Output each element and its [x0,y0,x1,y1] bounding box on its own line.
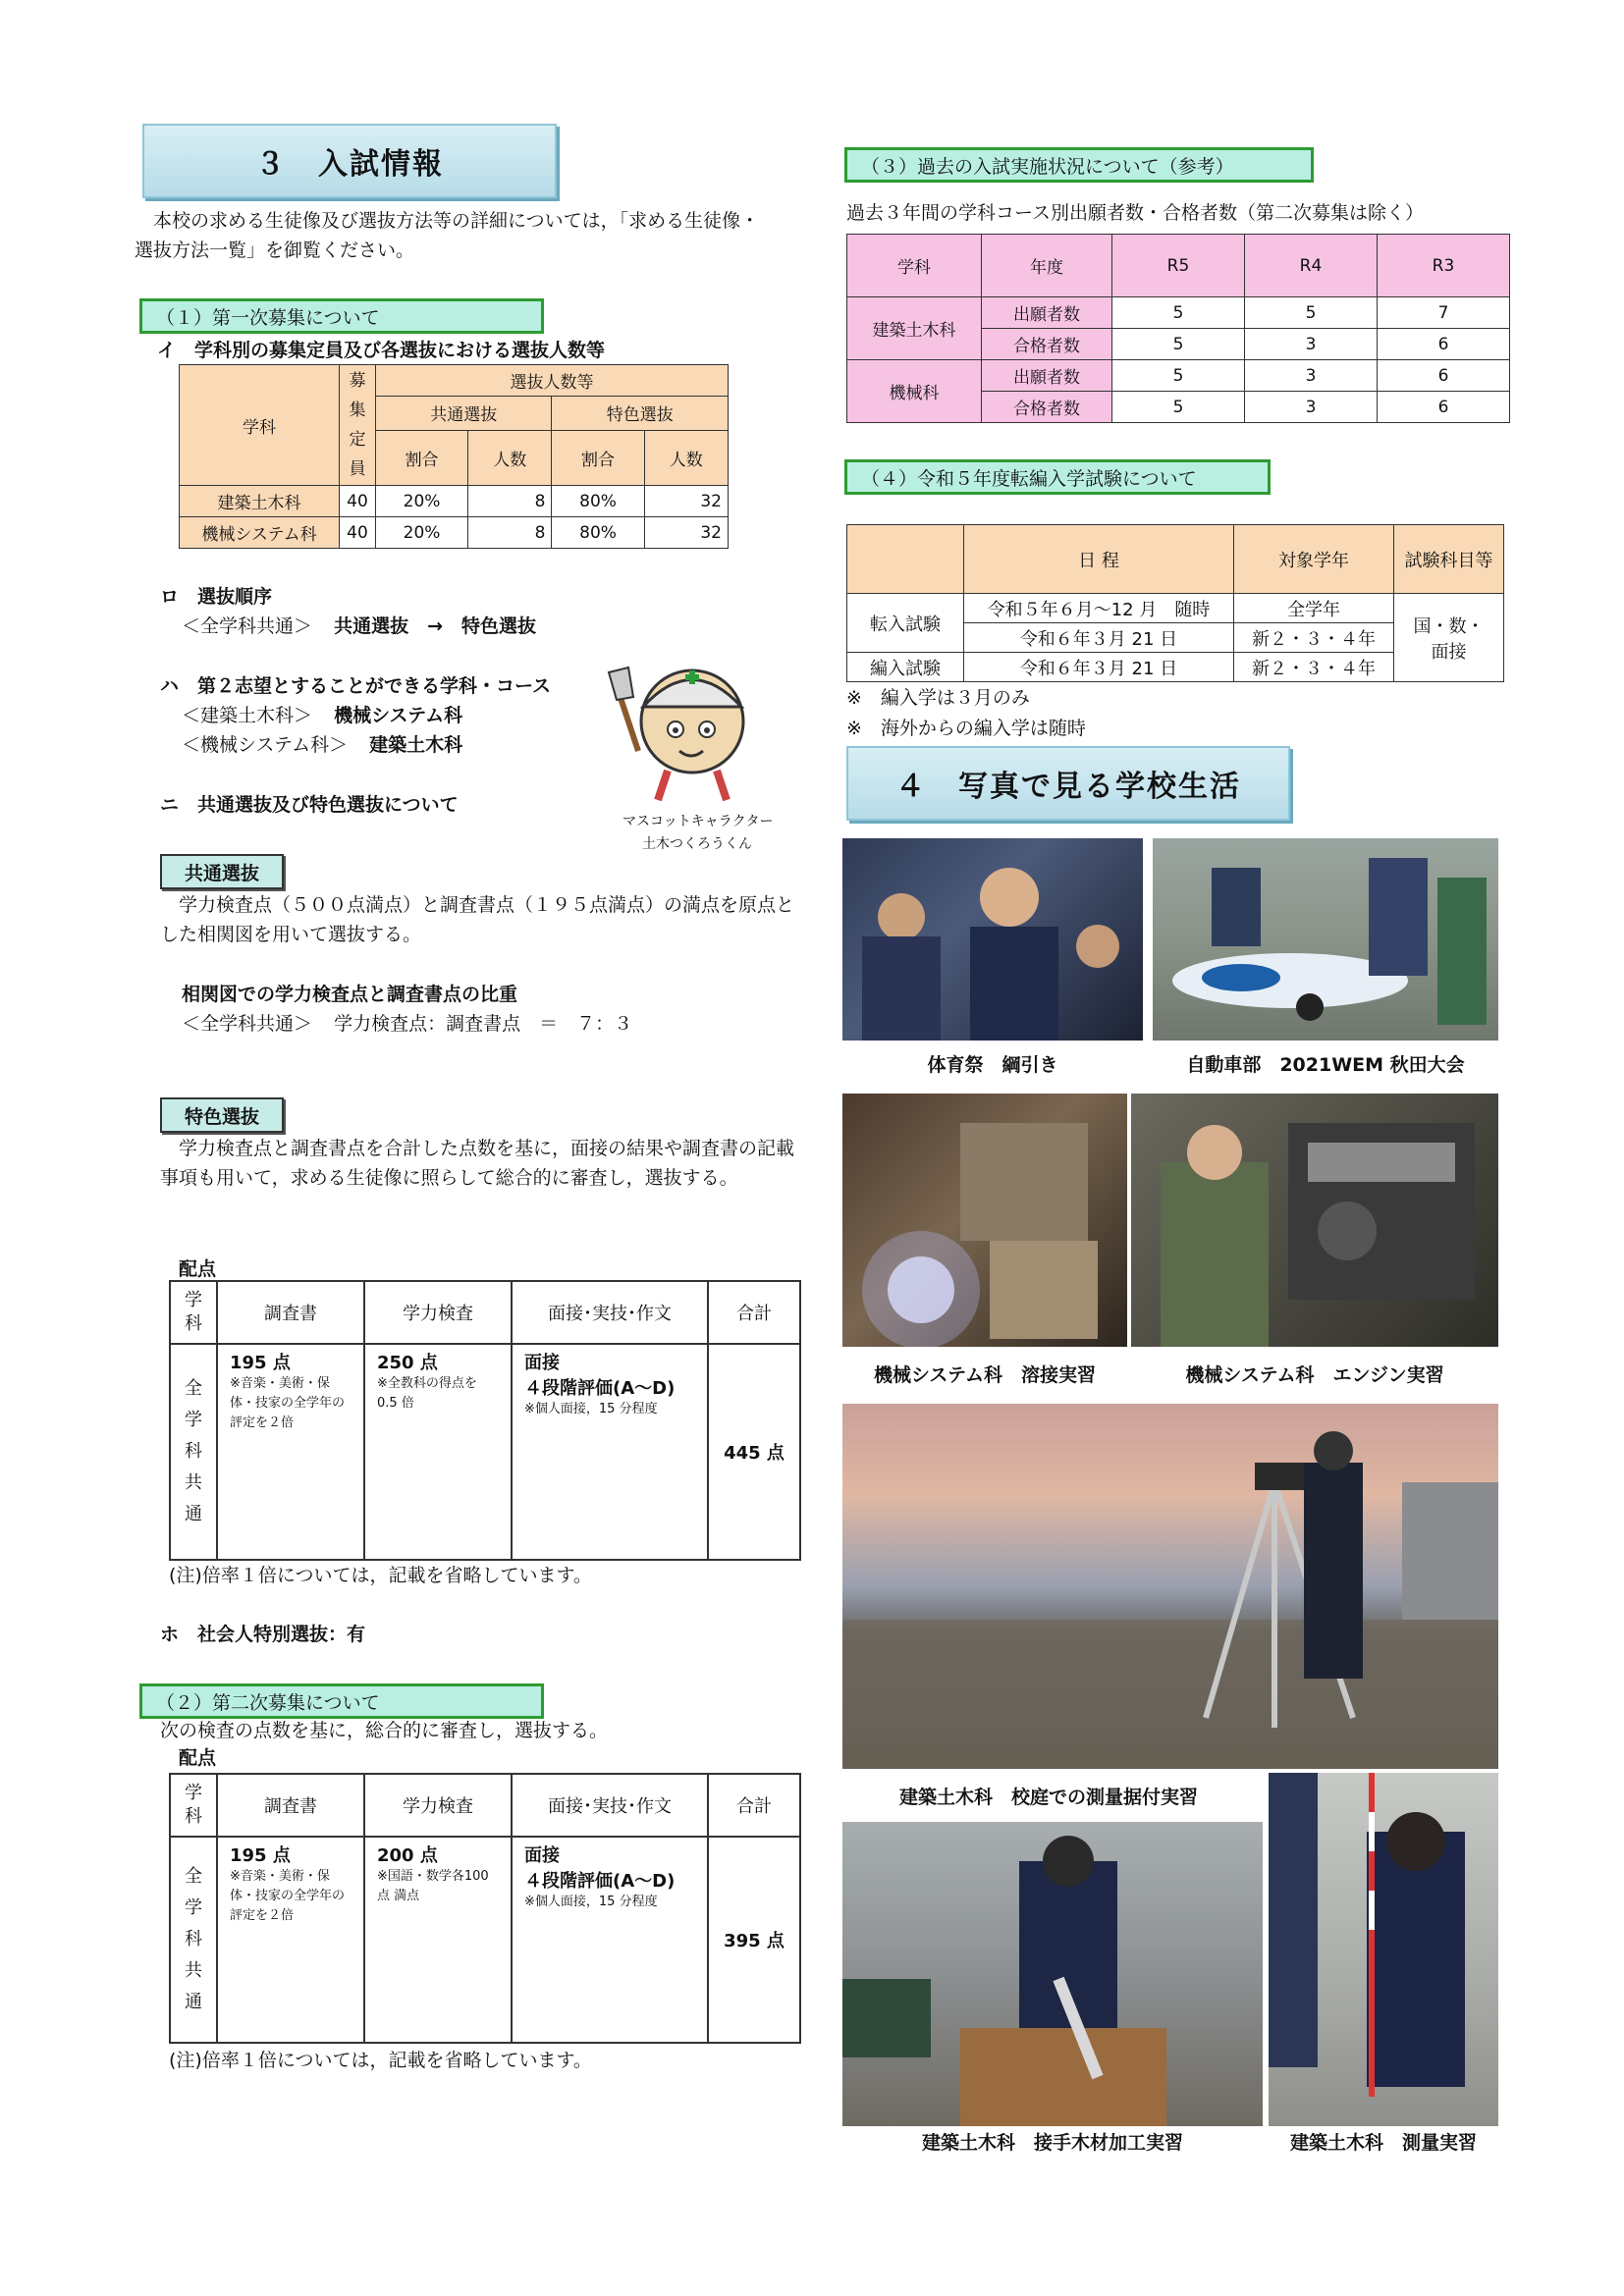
caption-surveying-yard: 建築土木科 校庭での測量据付実習 [898,1787,1198,1808]
photo-engine [1131,1094,1498,1347]
dept-char: 学 [185,1410,202,1430]
table-row [170,1837,800,2043]
past-row-label: 合格者数 [982,392,1112,423]
dept-char: 共 [185,1960,202,1981]
past-cell: 5 [1112,360,1245,392]
score-total: 395 点 [708,1837,800,2043]
dept-char: 学 [185,1290,202,1310]
past-row-label: 出願者数 [982,360,1112,392]
ratio-prefix: ＜全学科共通＞ [182,1013,313,1035]
photo-surveying-icon [1269,1773,1498,2126]
photo-engine-icon [1131,1094,1498,1347]
ratio-title: 相関図での学力検査点と調査書点の比重 [182,984,518,1005]
table-header-dept: 学科 [180,365,340,486]
past-header-dept: 学科 [847,235,982,297]
i-title: イ 学科別の募集定員及び各選抜における選抜人数等 [157,340,606,361]
dept-char: 科 [185,1441,202,1462]
special-selection-text: 学力検査点と調査書点を合計した点数を基に，面接の結果や調査書の記載事項も用いて，求める生徒像に照らして総合的に審査し，選抜する。 [160,1138,795,1189]
table-header-special: 特色選抜 [552,397,729,430]
score-total: 445 点 [708,1344,800,1560]
transfer-row-label: 編入試験 [847,653,964,682]
ha-line-2 [182,730,462,760]
cap-char: 員 [349,459,366,479]
dept-char: 科 [185,1929,202,1949]
transfer-date: 令和５年６月～12 月 随時 [964,594,1234,623]
score-mensetsu [512,1837,708,2043]
capacity-table [179,364,729,549]
past-row-dept: 建築土木科 [847,297,982,360]
past-cell: 5 [1112,329,1245,360]
score-gakuryoku [364,1837,512,2043]
past-cell: 6 [1378,360,1510,392]
ha-line2-dept: ＜機械システム科＞ [182,734,349,756]
score-header-dept [170,1281,217,1344]
score-header-gakuryoku: 学力検査 [364,1774,512,1837]
past-header-year-r3: R3 [1378,235,1510,297]
score-header-total: 合計 [708,1281,800,1344]
dept-char: 学 [185,1783,202,1803]
table-header-rate: 割合 [552,430,644,485]
table-row [180,486,729,517]
ha-title: ハ 第２志望とすることができる学科・コース [160,675,552,697]
past-cell: 3 [1245,360,1378,392]
section-3-title [142,124,557,198]
section-4-title-text: ４ 写真で見る学校生活 [895,770,1241,804]
photo-car-club-icon [1153,838,1498,1041]
past-row-dept: 機械科 [847,360,982,423]
row-common-rate: 20% [376,517,468,549]
mensetsu-eval: ４段階評価(A～D) [524,1871,676,1892]
score-header-total: 合計 [708,1774,800,1837]
row-dept: 機械システム科 [180,517,340,549]
chousa-note: ※音楽・美術・保体・技家の全学年の評定を２倍 [230,1869,346,1923]
gakuryoku-points: 250 点 [377,1353,438,1373]
row-cap: 40 [340,517,376,549]
past-cell: 5 [1112,297,1245,329]
past-results-table [846,234,1510,423]
transfer-note-2: ※ 海外からの編入学は随時 [846,718,1086,739]
ro-order: 共通選抜 → 特色選抜 [334,615,536,637]
transfer-header-grade: 対象学年 [1234,525,1394,594]
past-cell: 5 [1112,392,1245,423]
photo-surveying [1269,1773,1498,2126]
past-header-year: 年度 [982,235,1112,297]
gakuryoku-note: ※全教科の得点を 0.5 倍 [377,1376,477,1411]
common-selection-text: 学力検査点（５００点満点）と調査書点（１９５点満点）の満点を原点とした相関図を用いて選抜する。 [160,894,795,945]
past-row-label: 出願者数 [982,297,1112,329]
photo-woodwork [842,1822,1263,2126]
ha-line1-target: 機械システム科 [334,705,463,726]
score-header-chousa: 調査書 [217,1281,364,1344]
table-header-capacity [340,365,376,486]
section-4-title [846,746,1290,821]
score-chousa [217,1344,364,1560]
ro-title: ロ 選抜順序 [160,586,273,608]
table-row [170,1344,800,1560]
score-header-dept [170,1774,217,1837]
ni-title: ニ 共通選抜及び特色選抜について [160,794,459,816]
past-header-year-r4: R4 [1245,235,1378,297]
past-header-year-r5: R5 [1112,235,1245,297]
table-header-common: 共通選抜 [376,397,552,430]
cap-char: 定 [349,430,366,450]
row-special-num: 32 [644,486,728,517]
row-common-rate: 20% [376,486,468,517]
first-haiten: 配点 [179,1258,217,1280]
cap-char: 集 [349,400,366,420]
table-row [847,594,1504,623]
photo-surveying-yard [842,1404,1498,1769]
score-chousa [217,1837,364,2043]
ratio-line [182,1009,632,1039]
score-header-mensetsu: 面接･実技･作文 [512,1774,708,1837]
table-row [180,517,729,549]
section-3-title-text: ３ 入試情報 [255,147,444,182]
cap-char: 募 [349,371,366,391]
dept-char: 学 [185,1897,202,1918]
past-cell: 5 [1245,297,1378,329]
special-selection-label: 特色選抜 [160,1097,284,1133]
row-dept: 建築土木科 [180,486,340,517]
score-mensetsu [512,1344,708,1560]
table-row [847,297,1510,329]
transfer-grade: 新２・３・４年 [1234,623,1394,653]
photo-tug-of-war-icon [842,838,1143,1041]
caption-tug-of-war: 体育祭 綱引き [927,1054,1058,1076]
past-row-label: 合格者数 [982,329,1112,360]
dept-char: 全 [185,1866,202,1887]
ha-line1-dept: ＜建築土木科＞ [182,705,313,726]
second-recruitment-heading: （２）第二次募集について [139,1683,544,1719]
first-score-table [169,1280,801,1561]
mascot-image [599,653,776,808]
transfer-table [846,524,1504,682]
photo-welding-icon [842,1094,1127,1347]
past-cell: 6 [1378,392,1510,423]
score-dept [170,1344,217,1560]
table-header-num: 人数 [468,430,552,485]
mascot-icon [599,653,776,808]
score-header-chousa: 調査書 [217,1774,364,1837]
table-header-rate: 割合 [376,430,468,485]
ro-line [182,612,536,641]
dept-char: 全 [185,1378,202,1399]
transfer-header-date: 日 程 [964,525,1234,594]
gakuryoku-points: 200 点 [377,1845,438,1866]
chousa-points: 195 点 [230,1845,291,1866]
mascot-caption-2: 土木つくろうくん [642,836,752,852]
transfer-subject: 国・数・面接 [1394,594,1504,682]
past-results-subtitle: 過去３年間の学科コース別出願者数・合格者数（第二次募集は除く） [846,202,1425,224]
caption-welding: 機械システム科 溶接実習 [873,1364,1097,1386]
mensetsu-eval: ４段階評価(A～D) [524,1378,676,1399]
score-header-gakuryoku: 学力検査 [364,1281,512,1344]
chousa-points: 195 点 [230,1353,291,1373]
caption-engine: 機械システム科 エンジン実習 [1185,1364,1444,1386]
second-haiten: 配点 [179,1747,217,1769]
ha-line2-target: 建築土木科 [369,734,463,756]
dept-char: 通 [185,1992,202,2012]
score-dept [170,1837,217,2043]
second-note: (注)倍率１倍については，記載を省略しています。 [169,2050,592,2071]
row-special-rate: 80% [552,486,644,517]
first-recruitment-heading: （１）第一次募集について [139,298,544,334]
dept-char: 科 [185,1313,202,1334]
photo-welding [842,1094,1127,1347]
transfer-date: 令和６年３月 21 日 [964,623,1234,653]
table-row [847,360,1510,392]
score-gakuryoku [364,1344,512,1560]
caption-car-club: 自動車部 2021WEM 秋田大会 [1186,1054,1465,1076]
transfer-header-subject: 試験科目等 [1394,525,1504,594]
common-selection-label: 共通選抜 [160,854,284,889]
caption-woodwork: 建築土木科 接手木材加工実習 [921,2132,1183,2154]
dept-char: 通 [185,1504,202,1524]
transfer-header-blank [847,525,964,594]
ro-prefix: ＜全学科共通＞ [182,615,313,637]
transfer-grade: 新２・３・４年 [1234,653,1394,682]
score-header-mensetsu: 面接･実技･作文 [512,1281,708,1344]
second-text: 次の検査の点数を基に，総合的に審査し，選抜する。 [160,1720,609,1741]
dept-char: 共 [185,1472,202,1493]
row-special-rate: 80% [552,517,644,549]
table-header-selection: 選抜人数等 [376,365,729,397]
mensetsu-label: 面接 [524,1353,560,1373]
past-cell: 3 [1245,329,1378,360]
mascot-caption-1: マスコットキャラクター [623,814,774,829]
photo-car-club [1153,838,1498,1041]
mensetsu-note: ※個人面接，15 分程度 [524,1402,658,1416]
past-cell: 7 [1378,297,1510,329]
ratio-value: 学力検査点：調査書点 ＝ ７：３ [334,1013,633,1035]
row-special-num: 32 [644,517,728,549]
transfer-note-1: ※ 編入学は３月のみ [846,687,1030,709]
photo-woodwork-icon [842,1822,1263,2126]
ho-line: ホ 社会人特別選抜：有 [160,1624,366,1645]
chousa-note: ※音楽・美術・保体・技家の全学年の評定を２倍 [230,1376,346,1430]
caption-surveying: 建築土木科 測量実習 [1289,2132,1477,2154]
row-common-num: 8 [468,517,552,549]
dept-char: 科 [185,1806,202,1827]
second-score-table [169,1773,801,2044]
row-cap: 40 [340,486,376,517]
row-common-num: 8 [468,486,552,517]
photo-tug-of-war [842,838,1143,1041]
past-cell: 6 [1378,329,1510,360]
ha-line-1 [182,701,462,730]
transfer-date: 令和６年３月 21 日 [964,653,1234,682]
photo-surveying-yard-icon [842,1404,1498,1769]
transfer-grade: 全学年 [1234,594,1394,623]
section-3-intro: 本校の求める生徒像及び選抜方法等の詳細については，「求める生徒像・選抜方法一覧」を御覧ください。 [135,210,760,261]
first-note: (注)倍率１倍については，記載を省略しています。 [169,1565,592,1586]
mensetsu-note: ※個人面接，15 分程度 [524,1895,658,1909]
transfer-row-label: 転入試験 [847,594,964,653]
table-header-num: 人数 [644,430,728,485]
gakuryoku-note: ※国語・数学各100 点 満点 [377,1869,489,1903]
past-results-heading: （３）過去の入試実施状況について（参考） [844,147,1314,183]
past-cell: 3 [1245,392,1378,423]
mensetsu-label: 面接 [524,1845,560,1866]
transfer-heading: （４）令和５年度転編入学試験について [844,459,1271,495]
